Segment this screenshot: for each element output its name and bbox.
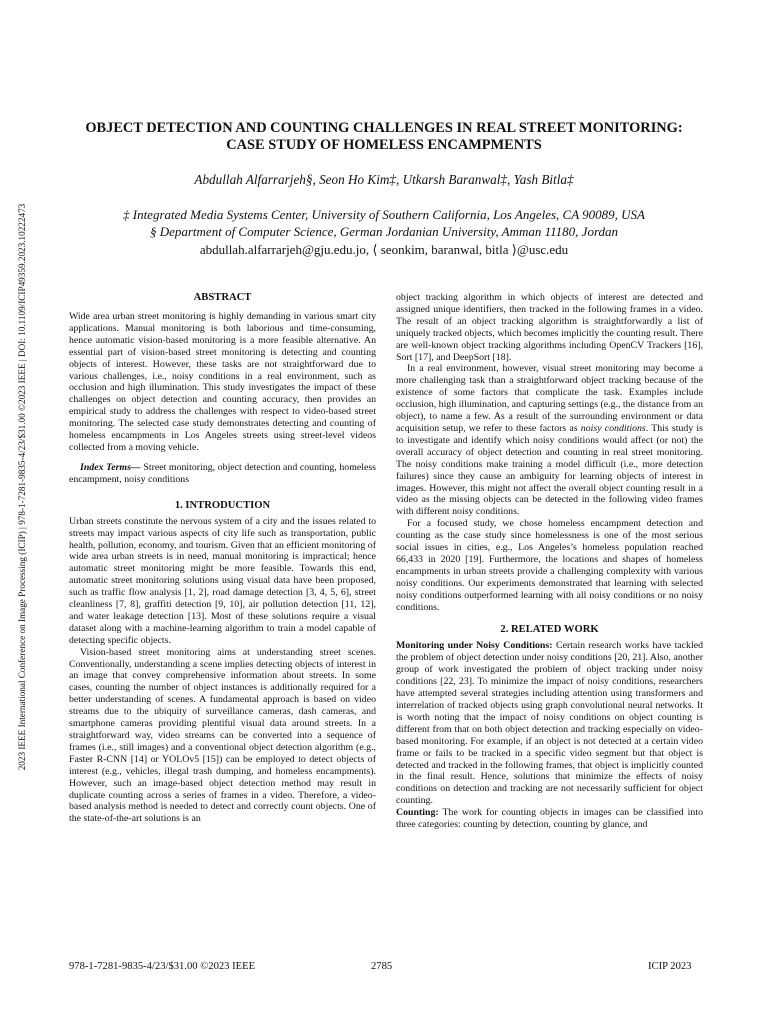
author-list: Abdullah Alfarrarjeh§, Seon Ho Kim‡, Utkarsh Baranwal‡, Yash Bitla‡ (194, 172, 574, 187)
author-emails: abdullah.alfarrarjeh@gju.edu.jo, ⟨ seonkim, baranwal, bitla ⟩@usc.edu (199, 242, 569, 257)
introduction-heading: 1. INTRODUCTION (174, 499, 271, 511)
noisy-conditions-label: Monitoring under Noisy Conditions: (396, 640, 553, 652)
paper-title (40, 120, 728, 154)
title-line-2: CASE STUDY OF HOMELESS ENCAMPMENTS (226, 137, 542, 153)
index-terms-label: Index Terms— (80, 461, 141, 473)
noisy-conditions-text: Certain research works have tackled the problem of object detection under noisy conditions [20, 21]. Also, another group of work investigated the problem of object tracking under noisy conditions [22, 23]. To minimize the impact of noisy conditions, researchers have attempted several strategies including attention using transformers and interrelation of tracked objects using graph convolutional neural networks. It is worth noting that the impact of noisy conditions on object counting is different from that on both object detection and tracking especially on video-based monitoring. For example, if an object is not detected at a certain video frame or fails to be tracked in a specific video segment but that object is detected and tracked in the following frames, that object is implicitly counted in the final result. Hence, solutions that minimize the effects of noisy conditions on detection and tracking are not necessarily sufficient for object counting. (396, 640, 703, 807)
noisy-conditions-term: noisy conditions (580, 422, 646, 434)
affiliation-usc: ‡ Integrated Media Systems Center, University of Southern California, Los Angeles, CA 90089, USA (122, 207, 645, 222)
intro-paragraph-4-part-2: . This study is to investigate and identify which noisy conditions would affect (or not) the overall accuracy of object detection and counting in real street monitoring. The noisy conditions make training a model difficult (i.e., more detection failures) since they cause an ambiguity for learning objects of interest in images. However, this might not affect the overall object counting result in a video as the missing objects can be detected in the following video frames with different noisy conditions. (396, 422, 703, 518)
affiliation-gju: § Department of Computer Science, German Jordanian University, Amman 11180, Jordan (149, 224, 619, 239)
intro-paragraph-4 (396, 363, 703, 518)
right-column (396, 292, 703, 831)
affiliations (40, 206, 728, 240)
counting-paragraph (396, 807, 703, 831)
index-terms-text: Street monitoring, object detection and counting, homeless encampment, noisy conditions (69, 461, 376, 485)
index-terms (69, 462, 376, 486)
counting-label: Counting: (396, 807, 439, 819)
footer-conference: ICIP 2023 (648, 961, 692, 972)
related-work-heading: 2. RELATED WORK (500, 624, 599, 636)
section-gap (396, 613, 703, 624)
abstract-heading: ABSTRACT (193, 292, 252, 303)
title-line-1: OBJECT DETECTION AND COUNTING CHALLENGES IN REAL STREET MONITORING: (85, 120, 683, 136)
intro-paragraph-3: object tracking algorithm in which objects of interest are detected and assigned unique identifiers, then tracked in the following frames in a video. The result of an object tracking algorithm is straightforwardly a list of uniquely tracked objects, which becomes implicitly the counting result. There are well-known object tracking algorithms including OpenCV Trackers [16], Sort [17], and DeepSort [18]. (396, 292, 703, 363)
noisy-conditions-paragraph (396, 640, 703, 807)
counting-text: The work for counting objects in images can be classified into three categories: counting by detection, counting by glance, and (396, 807, 703, 831)
footer-isbn: 978-1-7281-9835-4/23/$31.00 ©2023 IEEE (69, 961, 256, 972)
footer-page-number: 2785 (371, 961, 393, 972)
abstract-body: Wide area urban street monitoring is highly demanding in various smart city applications. Manual monitoring is both laborious and time-consuming, hence automatic vision-based monitoring is a more feasible alternative. An essential part of vision-based street monitoring is detecting and counting objects of interest. However, these tasks are not straightforward due to various challenges, i.e., noisy conditions in a real environment, such as occlusion and high illumination. This study investigates the impact of these challenges on object detection and counting accuracy, then provides an empirical study to address the challenges with respect to video-based street monitoring. The selected case study demonstrates detecting and counting of homeless encampments in Los Angeles streets using street-level videos collected from a moving vehicle. (69, 311, 376, 453)
intro-paragraph-1: Urban streets constitute the nervous system of a city and the issues related to streets may impact various aspects of city life such as transportation, public health, pollution, economy, and tourism. Given that an efficient monitoring of wide area urban streets is in need, manual monitoring is impractical; hence automatic street monitoring might be more feasible. Towards this end, automatic street monitoring solutions using visual data have been proposed, such as traffic flow analysis [1, 2], road damage detection [3, 4, 5, 6], street cleanliness [7, 8], graffiti detection [9, 10], air pollution detection [11, 12], and water leakage detection [13]. Most of these solutions require a visual dataset along with a machine-learning algorithm to train a model capable of detecting specific objects. (69, 515, 376, 646)
doi-sidebar: 2023 IEEE International Conference on Image Processing (ICIP) | 978-1-7281-9835-4/23/$31.00 ©2023 IEEE | DOI: 10.1109/ICIP49359.2023.10222473 (17, 203, 27, 771)
intro-paragraph-2: Vision-based street monitoring aims at understanding street scenes. Conventionally, understanding a scene implies detecting objects of interest in an image that convey comprehensive information about streets. In some cases, counting the number of object instances is additionally required for a better understanding of scenes. A fundamental approach is based on video streams due to the ubiquity of surveillance cameras, dash cameras, and smartphone cameras providing plentiful visual data around streets. In a straightforward way, video streams can be converted into a sequence of frames (i.e., still images) and a conventional object detection algorithm (e.g., Faster R-CNN [14] or YOLOv5 [15]) can be employed to detect objects of interest (e.g., vehicles, illegal trash dumping, and homeless encampments). However, such an image-based object detection method may result in duplicate counting across a series of frames in a video. Therefore, a video-based analysis method is needed to detect and correctly count objects. One of the state-of-the-art solutions is an (69, 646, 376, 825)
intro-paragraph-4-part-1: In a real environment, however, visual street monitoring may become a more challenging task than a straightforward object tracking because of the existence of some factors that complicate the task. Examples include occlusion, high illumination, and capturing settings (e.g., the distance from an object), to name a few. As a result of the surrounding environment or data acquisition setup, we refer to these factors as (396, 363, 704, 434)
left-column (69, 292, 376, 825)
intro-paragraph-5: For a focused study, we chose homeless encampment detection and counting as the case study since homelessness is one of the most serious social issues in cities, e.g., Los Angeles’s homeless population reached 66,433 in 2020 [19]. Furthermore, the locations and shapes of homeless encampments in urban streets provide a challenging complexity with various noisy conditions. Our experiments demonstrated that learning with selected noisy conditions outperformed learning with all noisy conditions or no noisy conditions. (396, 518, 703, 613)
